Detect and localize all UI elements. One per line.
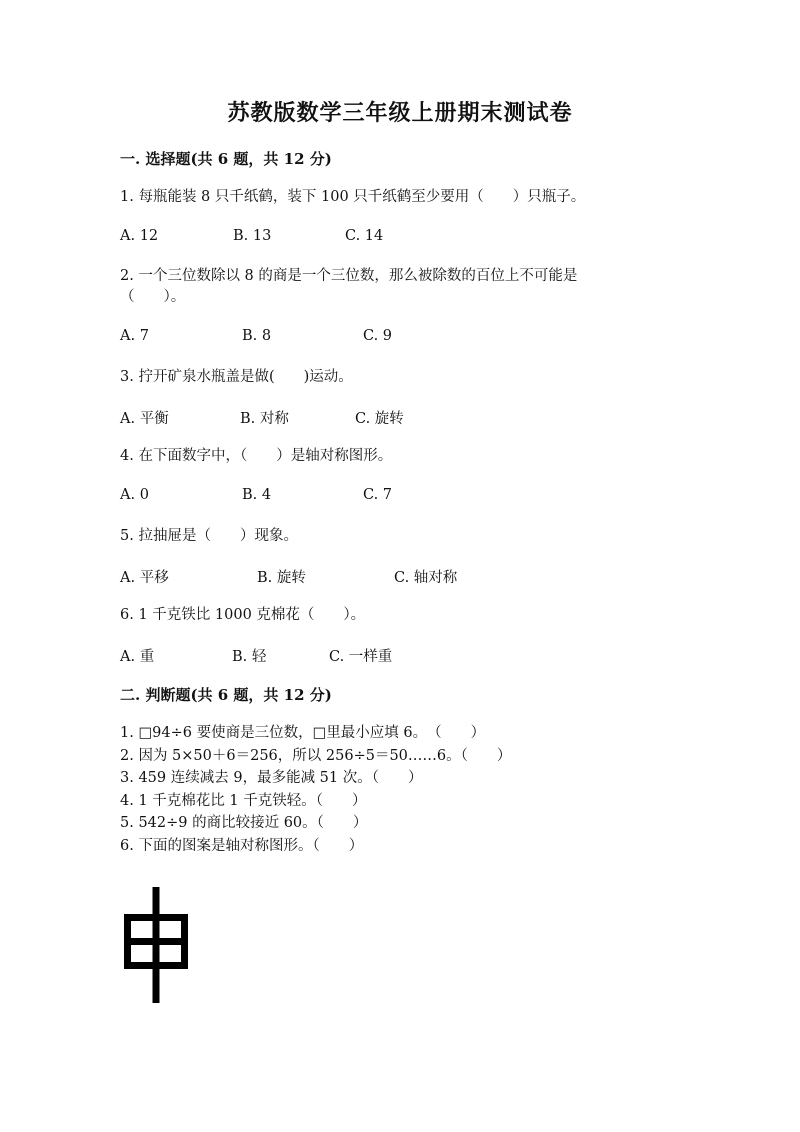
judge-list	[120, 722, 680, 858]
option-c: C. 旋转	[355, 411, 404, 427]
judge-item-4: 4. 1 千克棉花比 1 千克铁轻。（ ）	[120, 792, 367, 809]
choice-question-3: 3. 拧开矿泉水瓶盖是做( )运动。	[120, 369, 353, 385]
page-title: 苏教版数学三年级上册期末测试卷	[227, 100, 573, 126]
choice-options-1	[120, 228, 680, 250]
option-b: B. 轻	[232, 649, 267, 665]
option-b: B. 13	[233, 228, 272, 244]
option-a: A. 12	[120, 228, 159, 244]
choice-question-6: 6. 1 千克铁比 1000 克棉花（ ）。	[120, 607, 366, 623]
section-heading-choice: 一. 选择题(共 6 题，共 12 分)	[120, 150, 332, 168]
option-b: B. 4	[242, 487, 272, 503]
judge-item-5: 5. 542÷9 的商比较接近 60。（ ）	[120, 815, 368, 832]
option-a: A. 0	[120, 487, 149, 503]
option-b: B. 8	[242, 328, 272, 344]
choice-question-2: 2. 一个三位数除以 8 的商是一个三位数，那么被除数的百位上不可能是（ ）。	[120, 268, 578, 305]
option-c: C. 9	[363, 328, 393, 344]
section-heading-judge: 二. 判断题(共 6 题，共 12 分)	[120, 686, 332, 704]
choice-options-5	[120, 566, 680, 588]
option-a: A. 平衡	[120, 411, 169, 427]
option-c: C. 一样重	[329, 649, 393, 665]
judge-item-1: 1. □94÷6 要使商是三位数，□里最小应填 6。 （ ）	[120, 725, 486, 741]
choice-options-2	[120, 328, 680, 350]
shen-character-figure-icon	[124, 887, 188, 1003]
option-b: B. 对称	[240, 411, 289, 427]
judge-item-6: 6. 下面的图案是轴对称图形。（ ）	[120, 837, 364, 854]
judge-item-3: 3. 459 连续减去 9，最多能减 51 次。（ ）	[120, 770, 423, 787]
option-c: C. 轴对称	[394, 570, 458, 586]
figure-strokes	[124, 887, 188, 1003]
option-c: C. 14	[345, 228, 384, 244]
choice-question-5: 5. 拉抽屉是（ ）现象。	[120, 528, 298, 544]
choice-options-3	[120, 407, 680, 429]
choice-question-4: 4. 在下面数字中，（ ）是轴对称图形。	[120, 448, 393, 464]
choice-options-4	[120, 487, 680, 509]
choice-options-6	[120, 645, 680, 667]
option-a: A. 7	[120, 328, 149, 344]
middle-horizontal-stroke	[124, 938, 188, 945]
top-horizontal-stroke	[124, 914, 188, 921]
option-b: B. 旋转	[257, 570, 306, 586]
choice-question-1: 1. 每瓶能装 8 只千纸鹤，装下 100 只千纸鹤至少要用（ ）只瓶子。	[120, 189, 586, 205]
option-a: A. 重	[120, 649, 155, 665]
option-a: A. 平移	[120, 570, 169, 586]
option-c: C. 7	[363, 487, 393, 503]
bottom-horizontal-stroke	[124, 962, 188, 969]
judge-item-2: 2. 因为 5×50＋6＝256，所以 256÷5＝50……6。（ ）	[120, 747, 512, 764]
